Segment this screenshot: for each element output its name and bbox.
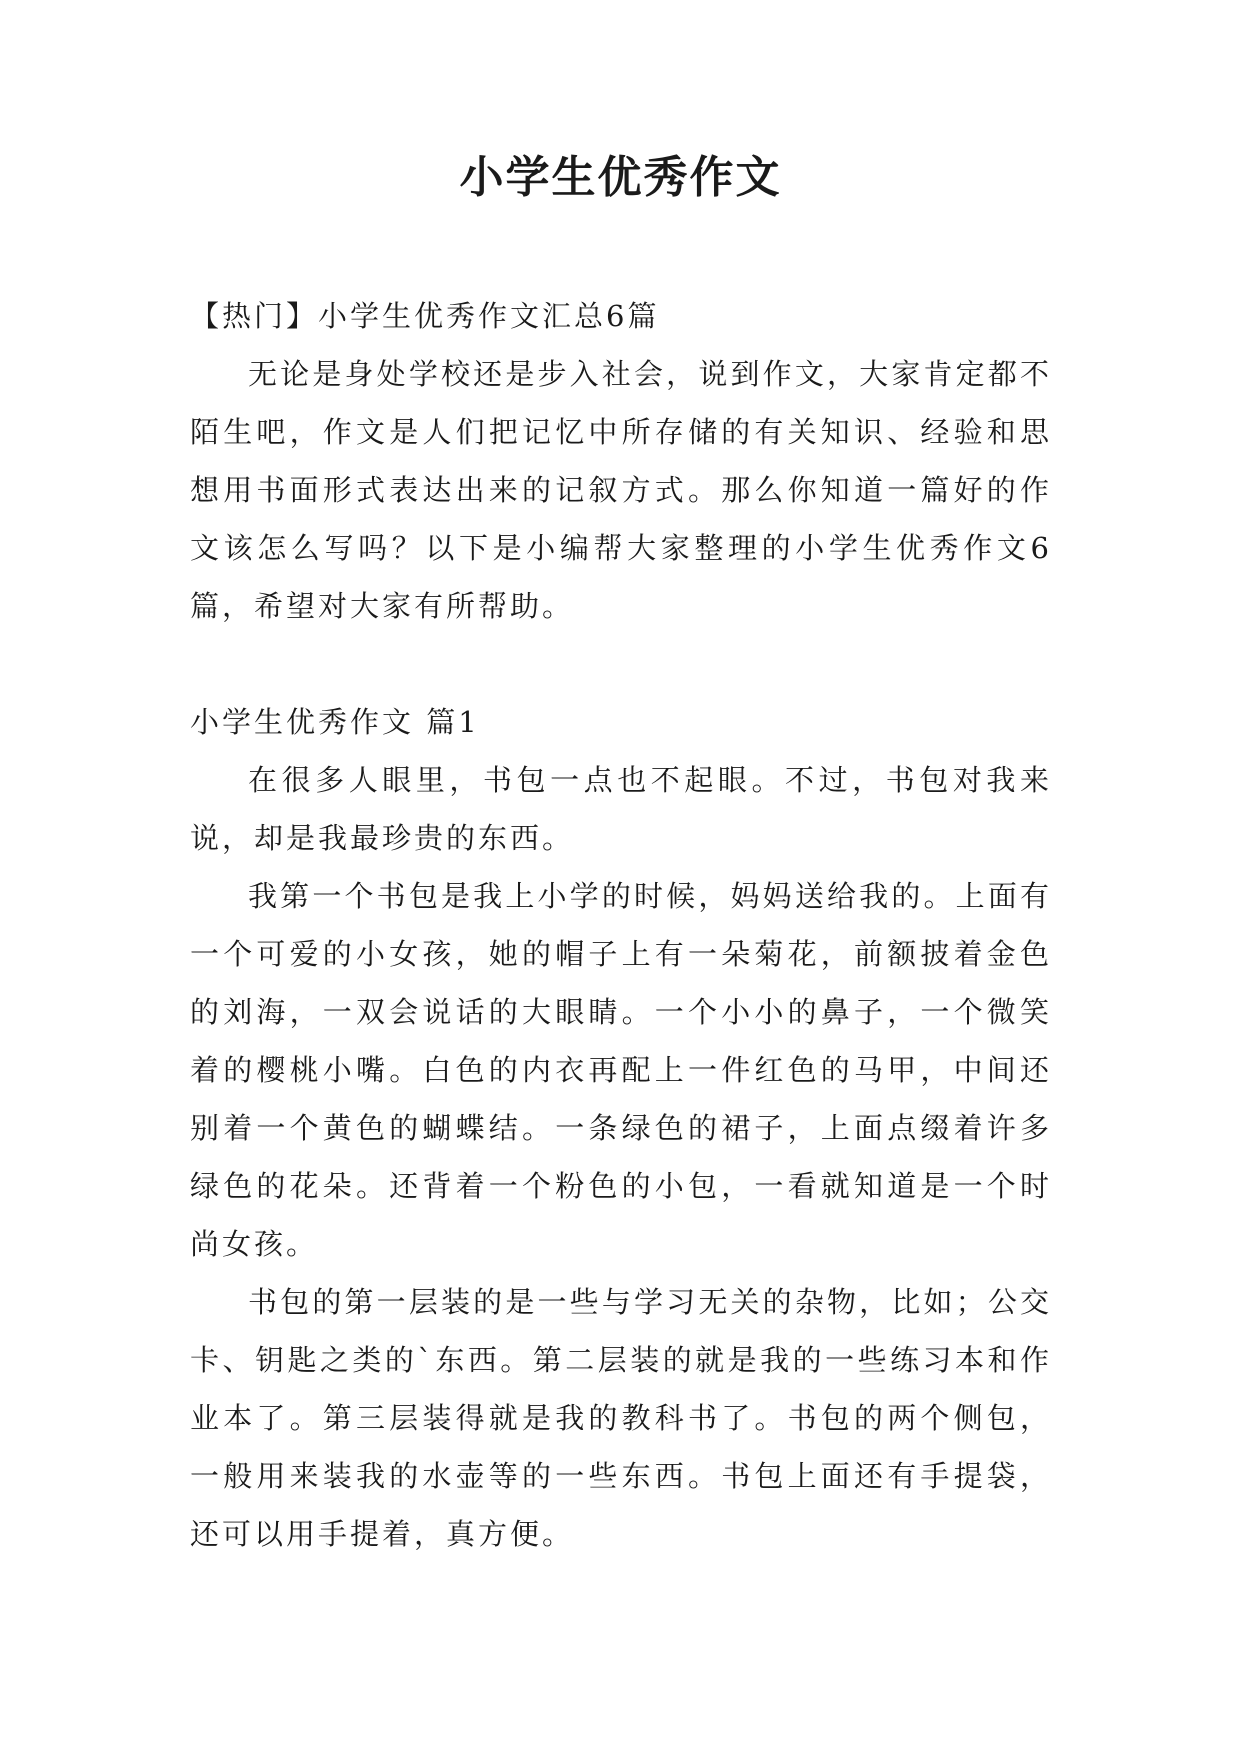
section-heading: 小学生优秀作文 篇1 (190, 705, 480, 739)
section-spacer (190, 635, 1052, 693)
body-paragraph: 在很多人眼里，书包一点也不起眼。不过，书包对我来说，却是我最珍贵的东西。 (190, 763, 1052, 855)
document-body (190, 287, 1052, 1563)
document-heading: 【热门】小学生优秀作文汇总6篇 (190, 299, 660, 333)
body-paragraph: 我第一个书包是我上小学的时候，妈妈送给我的。上面有一个可爱的小女孩，她的帽子上有一朵菊花，前额披着金色的刘海，一双会说话的大眼睛。一个小小的鼻子，一个微笑着的樱桃小嘴。白色的内衣再配上一件红色的马甲，中间还别着一个黄色的蝴蝶结。一条绿色的裙子，上面点缀着许多绿色的花朵。还背着一个粉色的小包，一看就知道是一个时尚女孩。 (190, 879, 1052, 1261)
body-paragraph: 书包的第一层装的是一些与学习无关的杂物，比如；公交卡、钥匙之类的`东西。第二层装的就是我的一些练习本和作业本了。第三层装得就是我的教科书了。书包的两个侧包，一般用来装我的水壶等的一些东西。书包上面还有手提袋，还可以用手提着，真方便。 (190, 1285, 1052, 1551)
intro-paragraph: 无论是身处学校还是步入社会，说到作文，大家肯定都不陌生吧，作文是人们把记忆中所存储的有关知识、经验和思想用书面形式表达出来的记叙方式。那么你知道一篇好的作文该怎么写吗？以下是小编帮大家整理的小学生优秀作文6篇，希望对大家有所帮助。 (190, 357, 1052, 623)
document-title: 小学生优秀作文 (459, 152, 782, 203)
